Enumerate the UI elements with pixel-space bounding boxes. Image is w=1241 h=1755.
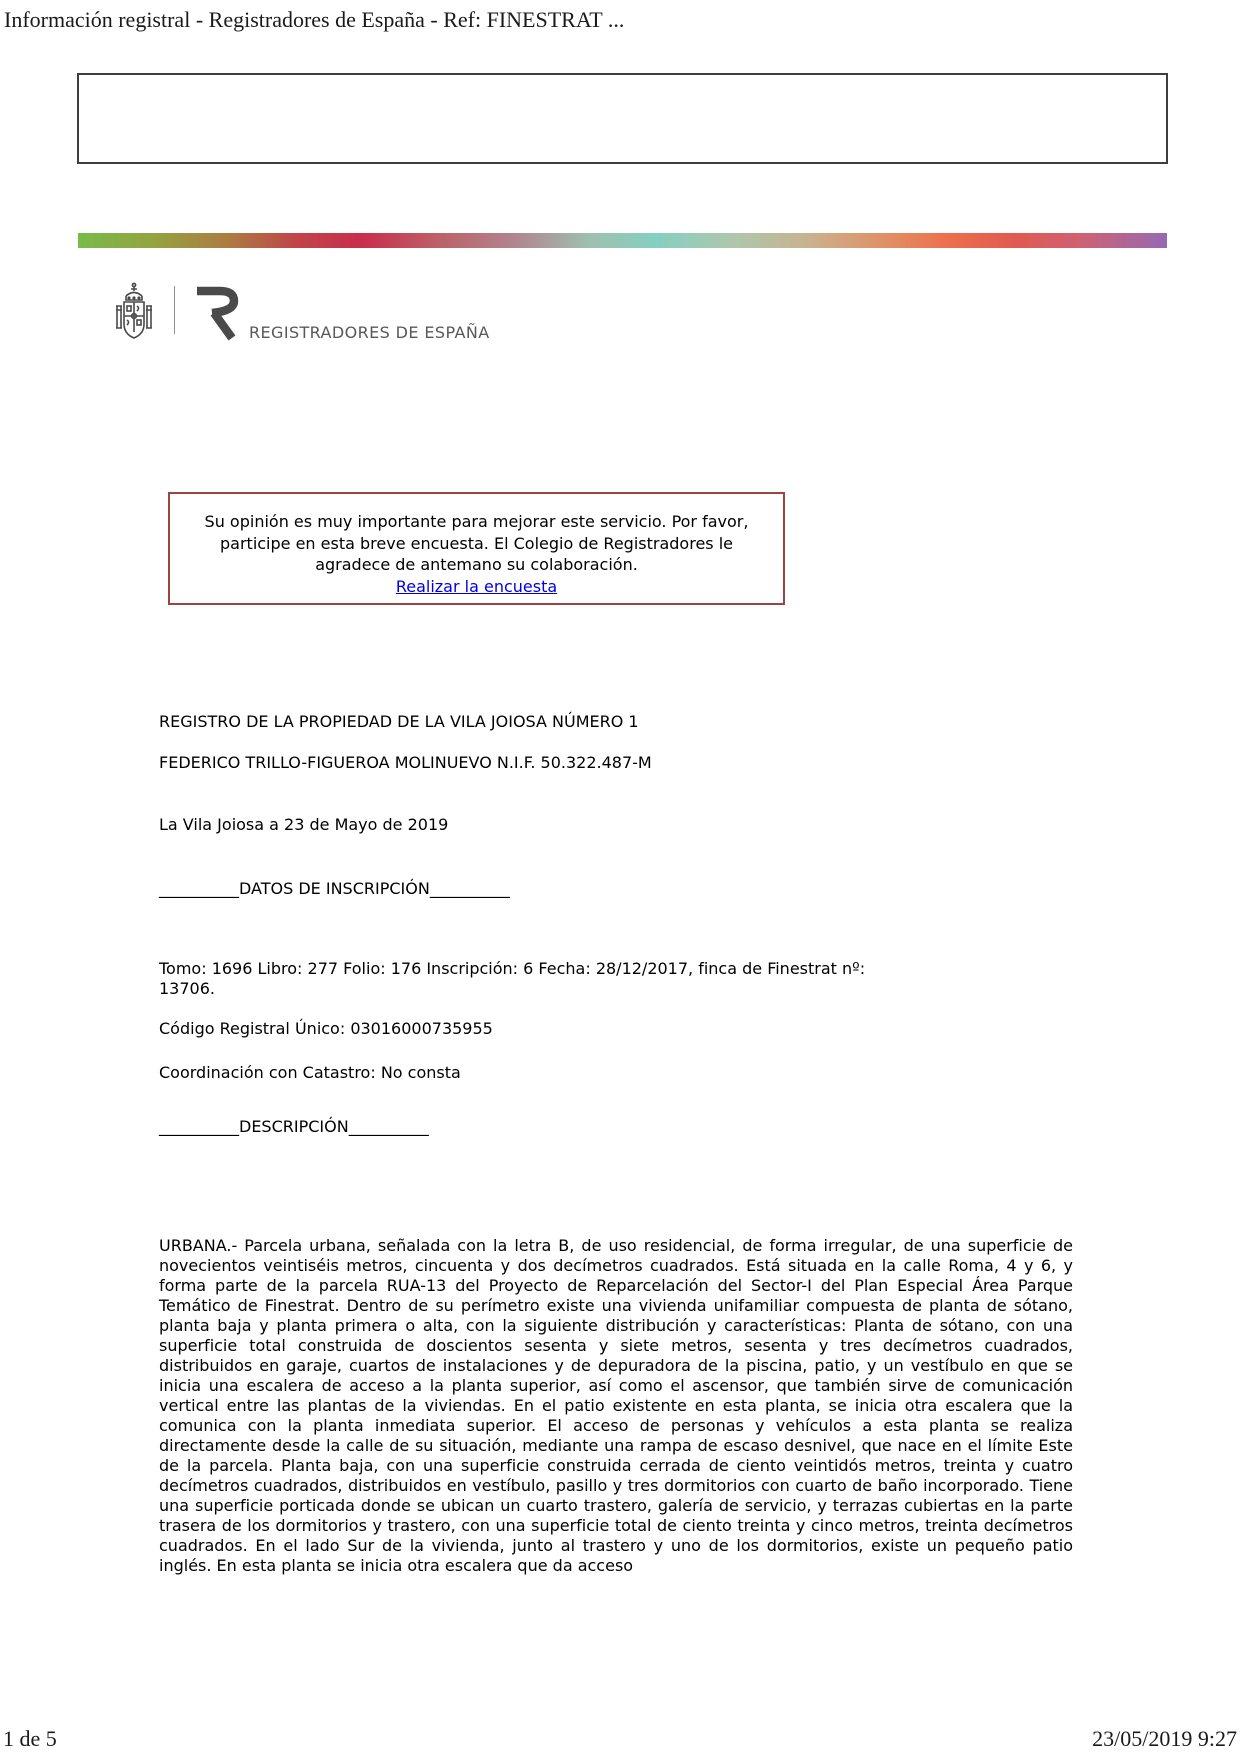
inscription-data-line-1: Tomo: 1696 Libro: 277 Folio: 176 Inscripción: 6 Fecha: 28/12/2017, finca de Finestrat nº: [159, 959, 866, 978]
inscription-data-line-2: 13706. [159, 979, 215, 998]
registradores-wordmark: REGISTRADORES DE ESPAÑA [249, 323, 490, 342]
registrar-name-line: FEDERICO TRILLO-FIGUEROA MOLINUEVO N.I.F. 50.322.487-M [159, 753, 652, 772]
survey-link[interactable]: Realizar la encuesta [395, 576, 558, 596]
print-header-title: Información registral - Registradores de España - Ref: FINESTRAT ... [4, 7, 625, 32]
registry-code-line: Código Registral Único: 03016000735955 [159, 1019, 493, 1038]
section-heading-descripcion: __________DESCRIPCIÓN__________ [159, 1117, 429, 1136]
cadastre-coordination-line: Coordinación con Catastro: No consta [159, 1063, 461, 1082]
spanish-coat-of-arms-icon [114, 282, 154, 344]
place-date-line: La Vila Joiosa a 23 de Mayo de 2019 [159, 815, 449, 834]
registradores-r-icon [193, 283, 239, 345]
logo-divider [174, 286, 175, 334]
page-number-indicator: 1 de 5 [3, 1726, 57, 1751]
empty-header-frame [77, 73, 1168, 164]
survey-message: Su opinión es muy importante para mejorar este servicio. Por favor, participe en esta breve encuesta. El Colegio de Registradores le agradece de antemano su colaboración. [204, 512, 749, 574]
section-heading-datos-inscripcion: __________DATOS DE INSCRIPCIÓN__________ [159, 879, 510, 898]
registry-office-line: REGISTRO DE LA PROPIEDAD DE LA VILA JOIOSA NÚMERO 1 [159, 712, 639, 731]
survey-notice-box [168, 492, 785, 605]
rainbow-gradient-bar [78, 233, 1167, 248]
print-datetime: 23/05/2019 9:27 [1092, 1726, 1237, 1751]
registradores-logo [114, 280, 490, 345]
inscription-data-line [159, 959, 1071, 999]
property-description-paragraph: URBANA.- Parcela urbana, señalada con la letra B, de uso residencial, de forma irregular, de una superficie de novecientos veintiséis metros, cincuenta y dos decímetros cuadrados. Está situada en la calle Roma, 4 y 6, y forma parte de la parcela RUA-13 del Proyecto de Reparcelación del Sector-I del Plan Especial Área Parque Temático de Finestrat. Dentro de su perímetro existe una vivienda unifamiliar compuesta de planta de sótano, planta baja y planta primera o alta, con la siguiente distribución y características: Planta de sótano, con una superficie total construida de doscientos sesenta y siete metros, sesenta y tres decímetros cuadrados, distribuidos en garaje, cuartos de instalaciones y de depuradora de la piscina, patio, y un vestíbulo en que se inicia una escalera de acceso a la planta superior, así como el ascensor, que también sirve de comunicación vertical entre las plantas de la viviendas. En el patio existente en esta planta, se inicia otra escalera que la comunica con la planta inmediata superior. El acceso de personas y vehículos a esta planta se realiza directamente desde la calle de su situación, mediante una rampa de escaso desnivel, que nace en el límite Este de la parcela. Planta baja, con una superficie construida cerrada de ciento veintidós metros, treinta y cuatro decímetros cuadrados, distribuidos en vestíbulo, pasillo y tres dormitorios con cuarto de baño incorporado. Tiene una superficie porticada donde se ubican un cuarto trastero, galería de servicio, y terrazas cubiertas en la parte trasera de los dormitorios y trastero, con una superficie total de ciento treinta y cinco metros, treinta decímetros cuadrados. En el lado Sur de la vivienda, junto al trastero y uno de los dormitorios, existe un pequeño patio inglés. En esta planta se inicia otra escalera que da acceso [159, 1236, 1073, 1575]
